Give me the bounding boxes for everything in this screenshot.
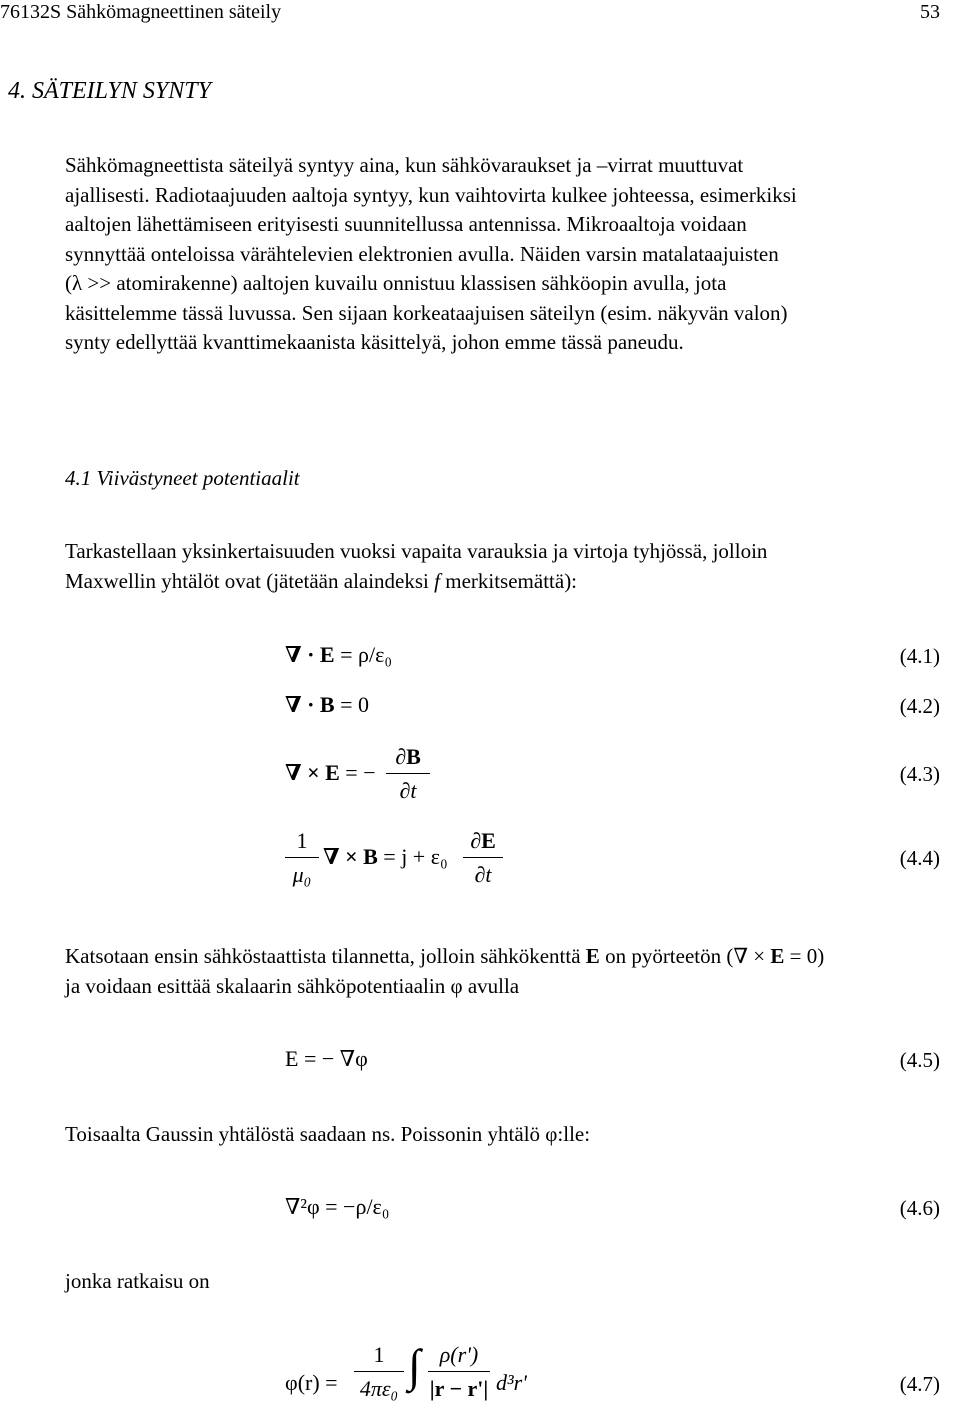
fraction-bar [354, 1371, 404, 1372]
para1-line1: Tarkastellaan yksinkertaisuuden vuoksi vapaita varauksia ja virtoja tyhjössä, jolloin [65, 539, 768, 563]
chapter-title: 4. SÄTEILYN SYNTY [8, 78, 211, 104]
equation-4-2: ∇ · B = 0 [285, 692, 369, 717]
equation-label: (4.2) [899, 694, 940, 718]
fraction-1-mu0: 1 μ₀ [285, 828, 319, 888]
intro-line: synnyttää onteloissa värähtelevien elektronien avulla. Näiden varsin matalataajuisten [65, 241, 779, 266]
fraction-rho-over-distance: ρ(r') |r − r'| [429, 1342, 489, 1401]
fraction-1-4pi-eps0: 1 4πε₀ [354, 1342, 404, 1402]
running-header: 76132S Sähkömagneettinen säteily [0, 1, 282, 23]
equation-4-3: ∇ × E = − [285, 760, 376, 785]
para2-line1: Katsotaan ensin sähköstaattista tilannetta, jolloin sähkökenttä E on pyörteetön (∇ × E = 0) [65, 944, 825, 968]
fraction-bar [428, 1371, 490, 1372]
para2-line2: ja voidaan esittää skalaarin sähköpotentiaalin φ avulla [65, 973, 520, 998]
solution-paragraph: jonka ratkaisu on [65, 1269, 210, 1293]
fraction-dE-dt: ∂E ∂t [463, 828, 503, 888]
electrostatic-paragraph [65, 942, 925, 1001]
equation-4-5: E = − ∇φ [285, 1046, 368, 1071]
intro-line: Sähkömagneettista säteilyä syntyy aina, kun sähkövaraukset ja –virrat muuttuvat [65, 153, 744, 177]
para1-line2: Maxwellin yhtälöt ovat (jätetään alaindeksi f merkitsemättä): [65, 568, 578, 593]
intro-paragraph [65, 151, 925, 358]
equation-4-4: ∇ × B = j + ε₀ [323, 844, 448, 869]
fraction-dB-dt: ∂B ∂t [386, 744, 430, 804]
integral-sign: ∫ [408, 1340, 421, 1391]
intro-line: (λ >> atomirakenne) aaltojen kuvailu onnistuu klassisen sähköopin avulla, jota [65, 271, 727, 295]
maxwell-intro-paragraph [65, 537, 925, 596]
poisson-paragraph: Toisaalta Gaussin yhtälöstä saadaan ns. Poissonin yhtälö φ:lle: [65, 1122, 591, 1146]
fraction-bar [285, 857, 319, 858]
intro-line: käsittelemme tässä luvussa. Sen sijaan korkeataajuisen säteilyn (esim. näkyvän valon) [65, 300, 788, 325]
equation-label: (4.7) [899, 1372, 940, 1396]
equation-label: (4.6) [899, 1196, 940, 1220]
equation-4-6: ∇²φ = −ρ/ε₀ [285, 1194, 390, 1219]
section-title: 4.1 Viivästyneet potentiaalit [65, 466, 300, 490]
equation-4-7-lhs: φ(r) = [285, 1370, 338, 1395]
equation-label: (4.4) [899, 846, 940, 870]
intro-line: ajallisesti. Radiotaajuuden aaltoja syntyy, kun vaihtovirta kulkee johteessa, esimerkiksi [65, 182, 797, 207]
equation-4-1: ∇ · E = ρ/ε₀ [285, 642, 392, 667]
fraction-bar [463, 857, 503, 858]
equation-label: (4.1) [899, 644, 940, 668]
intro-line: aaltojen lähettämiseen erityisesti suunnitellussa antennissa. Mikroaaltoja voidaan [65, 212, 747, 236]
equation-label: (4.5) [899, 1048, 940, 1072]
page-number: 53 [920, 1, 940, 23]
volume-element: d³r' [496, 1370, 527, 1395]
equation-label: (4.3) [899, 762, 940, 786]
fraction-bar [386, 773, 430, 774]
intro-line: synty edellyttää kvanttimekaanista käsittelyä, johon emme tässä paneudu. [65, 330, 684, 354]
